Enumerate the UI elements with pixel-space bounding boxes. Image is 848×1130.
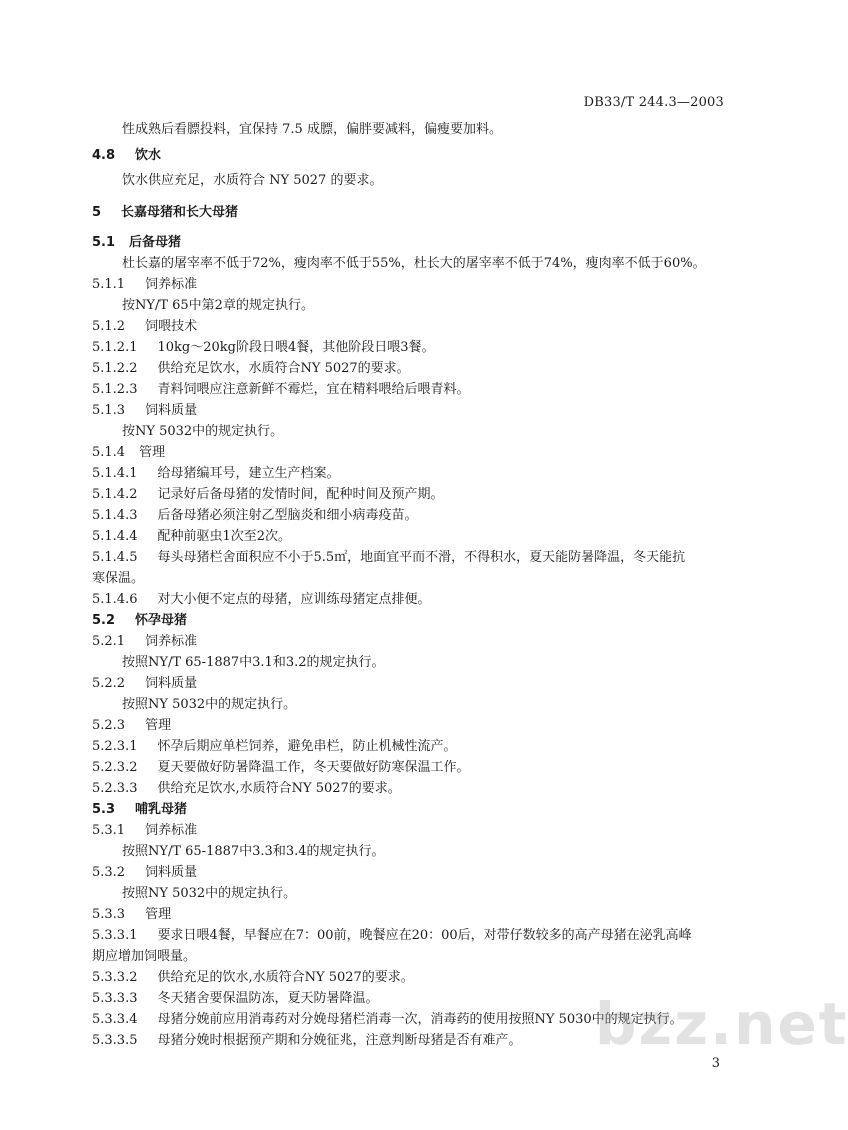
clause-text: 青料饲喂应注意新鲜不霉烂，宜在精料喂给后喂青料。 (157, 382, 470, 397)
clause-title: 饲养标准 (145, 823, 198, 838)
clause-title: 管理 (139, 445, 166, 460)
paragraph-line: 按照NY 5032中的规定执行。 (122, 886, 297, 901)
clause-number: 5.1.2 (92, 319, 126, 334)
clause-number: 5.3.2 (92, 865, 126, 880)
paragraph-line: 性成熟后看膘投料，宜保持 7.5 成膘，偏胖要减料，偏瘦要加料。 (122, 122, 502, 137)
clause-number: 5.2.3.2 (92, 760, 138, 775)
clause-line (92, 821, 197, 841)
clause-number: 5.3.3.4 (92, 1012, 138, 1027)
clause-line (92, 380, 470, 400)
clause-text: 怀孕后期应单栏饲养，避免串栏，防止机械性流产。 (157, 739, 457, 754)
section-title: 饮水 (135, 148, 162, 163)
clause-text: 记录好后备母猪的发情时间，配种时间及预产期。 (157, 487, 444, 502)
clause-number: 5.1.3 (92, 403, 126, 418)
paragraph-line: 杜长嘉的屠宰率不低于72%，瘦肉率不低于55%，杜长大的屠宰率不低于74%，瘦肉率不低于60%。 (122, 256, 706, 271)
clause-number: 5.3.3.1 (92, 928, 138, 943)
clause-line (92, 590, 431, 610)
clause-number: 5.1.4.2 (92, 487, 138, 502)
watermark-logo: bzz.net (595, 990, 848, 1058)
clause-number: 5.3.3 (92, 907, 126, 922)
clause-number: 5.2.3 (92, 718, 126, 733)
paragraph-line: 按照NY/T 65-1887中3.1和3.2的规定执行。 (122, 655, 385, 670)
clause-number: 5.2.1 (92, 634, 126, 649)
clause-line (92, 968, 414, 988)
clause-line (92, 674, 197, 694)
clause-text: 夏天要做好防暑降温工作，冬天要做好防寒保温工作。 (157, 760, 470, 775)
section-title: 后备母猪 (129, 235, 182, 250)
clause-text: 对大小便不定点的母猪，应训练母猪定点排便。 (157, 592, 431, 607)
clause-line (92, 716, 171, 736)
section-title: 哺乳母猪 (135, 802, 188, 817)
clause-number: 5.1.4.6 (92, 592, 138, 607)
clause-text: 母猪分娩时根据预产期和分娩征兆，注意判断母猪是否有难产。 (157, 1033, 522, 1048)
clause-text: 每头母猪栏舍面积应不小于5.5㎡，地面宜平而不滑，不得积水，夏天能防暑降温，冬天能抗 (157, 550, 686, 565)
clause-text: 给母猪编耳号，建立生产档案。 (157, 466, 340, 481)
clause-text: 供给充足的饮水,水质符合NY 5027的要求。 (157, 970, 414, 985)
clause-line (92, 758, 470, 778)
clause-number: 5.1.2.1 (92, 340, 138, 355)
clause-number: 5.1.4.3 (92, 508, 138, 523)
clause-line (92, 317, 197, 337)
paragraph-line: 按NY 5032中的规定执行。 (122, 424, 284, 439)
clause-line (92, 359, 410, 379)
clause-line (92, 443, 165, 463)
clause-line (92, 527, 291, 547)
section-heading-5-3 (92, 800, 187, 820)
clause-line (92, 464, 340, 484)
section-heading-4-8 (92, 146, 161, 166)
section-title: 怀孕母猪 (135, 613, 188, 628)
paragraph-line: 饮水供应充足，水质符合 NY 5027 的要求。 (122, 173, 383, 188)
clause-line (92, 506, 418, 526)
paragraph-line: 按NY/T 65中第2章的规定执行。 (122, 298, 314, 313)
clause-line (92, 863, 197, 883)
clause-continuation: 寒保温。 (92, 571, 145, 586)
clause-number: 5.2.3.3 (92, 781, 138, 796)
section-heading-5-1 (92, 233, 181, 253)
clause-text: 供给充足饮水，水质符合NY 5027的要求。 (157, 361, 410, 376)
paragraph-line: 按照NY/T 65-1887中3.3和3.4的规定执行。 (122, 844, 385, 859)
clause-title: 饲养标准 (145, 277, 198, 292)
clause-text: 母猪分娩前应用消毒药对分娩母猪栏消毒一次，消毒药的使用按照NY 5030中的规定执行。 (157, 1012, 683, 1027)
clause-title: 饲料质量 (145, 865, 198, 880)
clause-line (92, 779, 401, 799)
clause-number: 5.3.3.5 (92, 1033, 138, 1048)
clause-number: 5.1.4.5 (92, 550, 138, 565)
clause-number: 5.3.1 (92, 823, 126, 838)
clause-text: 配种前驱虫1次至2次。 (157, 529, 292, 544)
clause-title: 饲喂技术 (145, 319, 198, 334)
clause-line (92, 338, 435, 358)
clause-number: 5.2.2 (92, 676, 126, 691)
clause-line (92, 905, 171, 925)
document-code: DB33/T 244.3—2003 (583, 95, 724, 110)
section-number: 5.2 (92, 613, 116, 628)
paragraph-line: 按照NY 5032中的规定执行。 (122, 697, 297, 712)
clause-number: 5.3.3.3 (92, 991, 138, 1006)
clause-text: 后备母猪必须注射乙型脑炎和细小病毒疫苗。 (157, 508, 418, 523)
clause-number: 5.1.2.2 (92, 361, 138, 376)
section-heading-5-2 (92, 611, 187, 631)
clause-line (92, 548, 685, 568)
clause-text: 供给充足饮水,水质符合NY 5027的要求。 (157, 781, 401, 796)
clause-number: 5.3.3.2 (92, 970, 138, 985)
clause-number: 5.2.3.1 (92, 739, 138, 754)
clause-number: 5.1.4.4 (92, 529, 138, 544)
section-number: 5 (92, 205, 102, 220)
clause-number: 5.1.4 (92, 445, 126, 460)
clause-text: 冬天猪舍要保温防冻，夏天防暑降温。 (157, 991, 379, 1006)
clause-line (92, 275, 197, 295)
section-heading-5 (92, 203, 238, 223)
clause-continuation: 期应增加饲喂量。 (92, 949, 197, 964)
clause-line (92, 1031, 522, 1051)
clause-line (92, 485, 444, 505)
clause-title: 饲料质量 (145, 403, 198, 418)
section-number: 5.1 (92, 235, 116, 250)
clause-text: 10kg～20kg阶段日喂4餐，其他阶段日喂3餐。 (157, 340, 435, 355)
clause-title: 管理 (145, 718, 172, 733)
section-number: 5.3 (92, 802, 116, 817)
clause-text: 要求日喂4餐，早餐应在7：00前，晚餐应在20：00后，对带仔数较多的高产母猪在泌乳高峰 (157, 928, 692, 943)
section-number: 4.8 (92, 148, 116, 163)
clause-number: 5.1.1 (92, 277, 126, 292)
page-number: 3 (711, 1056, 720, 1071)
clause-line (92, 737, 457, 757)
section-title: 长嘉母猪和长大母猪 (121, 205, 239, 220)
clause-line (92, 401, 197, 421)
clause-line (92, 632, 197, 652)
clause-title: 饲料质量 (145, 676, 198, 691)
clause-line (92, 926, 692, 946)
clause-line (92, 989, 379, 1009)
clause-title: 管理 (145, 907, 172, 922)
clause-number: 5.1.2.3 (92, 382, 138, 397)
clause-title: 饲养标准 (145, 634, 198, 649)
clause-number: 5.1.4.1 (92, 466, 138, 481)
